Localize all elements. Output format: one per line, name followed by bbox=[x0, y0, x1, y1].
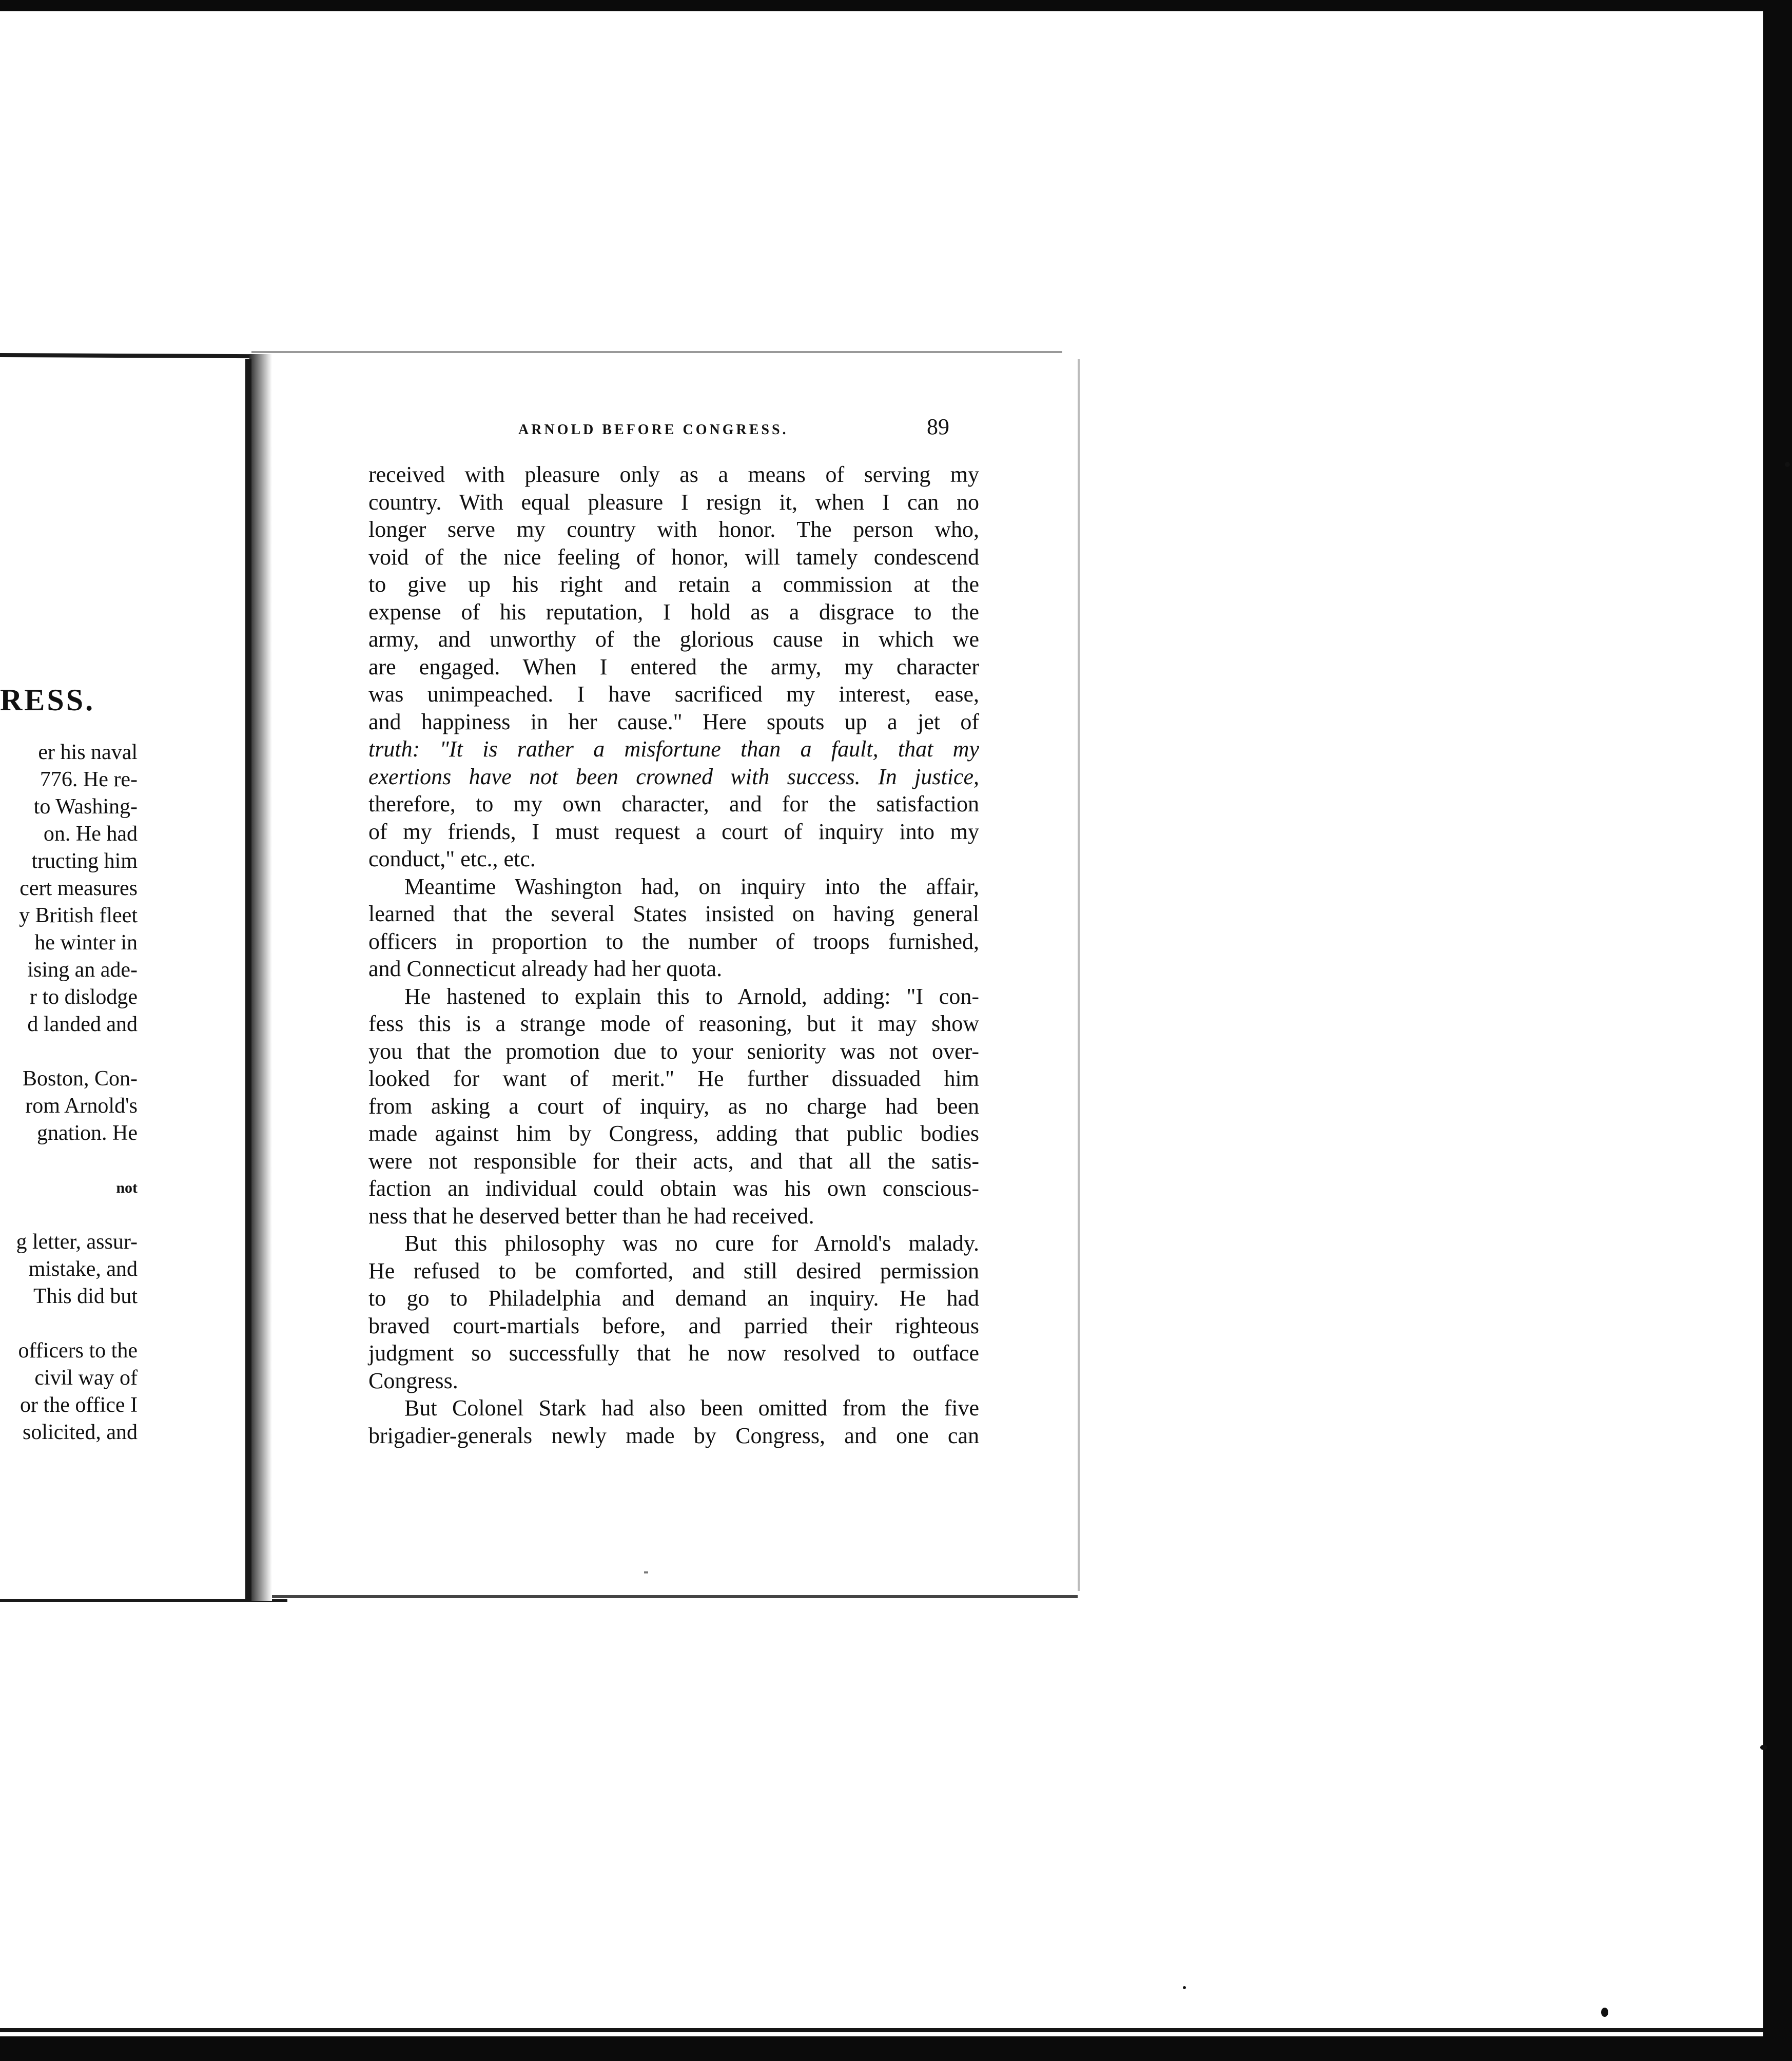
dust-speck bbox=[1183, 1986, 1186, 1989]
body-line: and happiness in her cause." Here spouts up a jet of bbox=[368, 709, 979, 734]
running-head: ARNOLD BEFORE CONGRESS. bbox=[518, 422, 789, 438]
book-page-bottom-edge bbox=[267, 1595, 1078, 1598]
previous-page-line: to Washing- bbox=[33, 795, 138, 819]
previous-page-line: g letter, assur- bbox=[16, 1230, 138, 1254]
page-number: 89 bbox=[927, 414, 949, 439]
previous-page-line bbox=[0, 1310, 138, 1337]
previous-page-line bbox=[0, 1038, 138, 1065]
body-line: Meantime Washington had, on inquiry into the affair, bbox=[404, 873, 979, 899]
previous-page-line: d landed and bbox=[27, 1013, 138, 1036]
previous-page-line: civil way of bbox=[34, 1366, 138, 1390]
body-line: brigadier-generals newly made by Congress, and one can bbox=[368, 1423, 979, 1448]
previous-page-line: tructing him bbox=[31, 849, 138, 873]
body-line: conduct," etc., etc. bbox=[368, 846, 536, 871]
dust-speck bbox=[1760, 1745, 1767, 1750]
body-line: faction an individual could obtain was his own conscious- bbox=[368, 1176, 979, 1201]
body-line: to go to Philadelphia and demand an inquiry. He had bbox=[368, 1286, 979, 1311]
previous-page-line: on. He had bbox=[43, 822, 138, 846]
body-line: therefore, to my own character, and for the satisfaction bbox=[368, 791, 979, 816]
body-line: you that the promotion due to your seniority was not over- bbox=[368, 1038, 979, 1064]
body-line: But this philosophy was no cure for Arnold's malady. bbox=[404, 1231, 979, 1256]
body-line: void of the nice feeling of honor, will tamely condescend bbox=[368, 544, 979, 570]
previous-page-line: officers to the bbox=[18, 1339, 138, 1363]
previous-page-line: Boston, Con- bbox=[22, 1067, 138, 1091]
body-line: are engaged. When I entered the army, my character bbox=[368, 654, 979, 679]
page-mark bbox=[644, 1571, 648, 1573]
body-line: and Connecticut already had her quota. bbox=[368, 956, 723, 981]
body-line: expense of his reputation, I hold as a disgrace to the bbox=[368, 599, 979, 625]
previous-page-line: rom Arnold's bbox=[25, 1094, 138, 1118]
body-line: He refused to be comforted, and still desired permission bbox=[368, 1258, 979, 1284]
body-line: braved court-martials before, and parried their righteous bbox=[368, 1313, 979, 1338]
body-line: He hastened to explain this to Arnold, adding: "I con- bbox=[404, 983, 979, 1009]
body-line: were not responsible for their acts, and that all the satis- bbox=[368, 1148, 979, 1174]
scan-border-bottom bbox=[0, 2036, 1792, 2061]
previous-page-line bbox=[0, 1147, 138, 1174]
body-line: judgment so successfully that he now resolved to outface bbox=[368, 1340, 979, 1366]
dust-speck bbox=[1601, 2008, 1608, 2017]
previous-page-line: mistake, and bbox=[28, 1257, 138, 1281]
body-line-italic: exertions have not been crowned with success. In justice, bbox=[368, 764, 979, 789]
scan-border-top bbox=[0, 0, 1792, 11]
body-line: of my friends, I must request a court of inquiry into my bbox=[368, 819, 979, 844]
body-line-italic: truth: "It is rather a misfortune than a fault, that my bbox=[368, 736, 979, 762]
body-line: was unimpeached. I have sacrificed my interest, ease, bbox=[368, 682, 979, 707]
body-line: received with pleasure only as a means of serving my bbox=[368, 462, 979, 487]
previous-page-bottom-edge bbox=[0, 1599, 287, 1602]
previous-page-line: y British fleet bbox=[19, 904, 138, 927]
previous-page-line: ising an ade- bbox=[27, 958, 138, 982]
book-page-top-edge bbox=[251, 351, 1062, 353]
previous-page-line: cert measures bbox=[20, 877, 138, 900]
body-line: country. With equal pleasure I resign it, when I can no bbox=[368, 489, 979, 515]
previous-page-line: or the office I bbox=[20, 1393, 138, 1417]
previous-page-line: 776. He re- bbox=[40, 768, 138, 791]
body-text bbox=[368, 461, 979, 1449]
body-line: learned that the several States insisted on having general bbox=[368, 901, 979, 926]
body-line: Congress. bbox=[368, 1368, 458, 1393]
body-line: fess this is a strange mode of reasoning, but it may show bbox=[368, 1011, 979, 1036]
book-page-right-edge bbox=[1078, 359, 1080, 1591]
previous-page-text bbox=[0, 739, 138, 1446]
previous-page-line: r to dislodge bbox=[30, 985, 138, 1009]
scan-border-right bbox=[1763, 0, 1792, 2061]
body-line: made against him by Congress, adding that public bodies bbox=[368, 1121, 979, 1146]
previous-page-line: not bbox=[116, 1179, 138, 1196]
previous-page-line bbox=[0, 1201, 138, 1229]
previous-page-line: This did but bbox=[33, 1285, 138, 1308]
body-line: from asking a court of inquiry, as no charge had been bbox=[368, 1093, 979, 1119]
gutter-shadow bbox=[249, 354, 272, 1601]
previous-page-line: er his naval bbox=[38, 741, 138, 764]
body-line: But Colonel Stark had also been omitted from the five bbox=[404, 1395, 979, 1421]
body-line: army, and unworthy of the glorious cause in which we bbox=[368, 627, 979, 652]
previous-page-line: gnation. He bbox=[37, 1121, 138, 1145]
body-line: longer serve my country with honor. The person who, bbox=[368, 517, 979, 542]
body-line: looked for want of merit." He further dissuaded him bbox=[368, 1066, 979, 1091]
scan-border-inner bbox=[0, 2028, 1763, 2032]
body-line: officers in proportion to the number of troops furnished, bbox=[368, 928, 979, 954]
previous-page-line: solicited, and bbox=[23, 1421, 138, 1444]
previous-page-heading: RESS. bbox=[0, 683, 95, 717]
previous-page-line: he winter in bbox=[34, 931, 138, 955]
dust-speck bbox=[1785, 462, 1790, 467]
book-gutter bbox=[245, 359, 251, 1601]
body-line: to give up his right and retain a commission at the bbox=[368, 572, 979, 597]
body-line: ness that he deserved better than he had received. bbox=[368, 1203, 814, 1229]
